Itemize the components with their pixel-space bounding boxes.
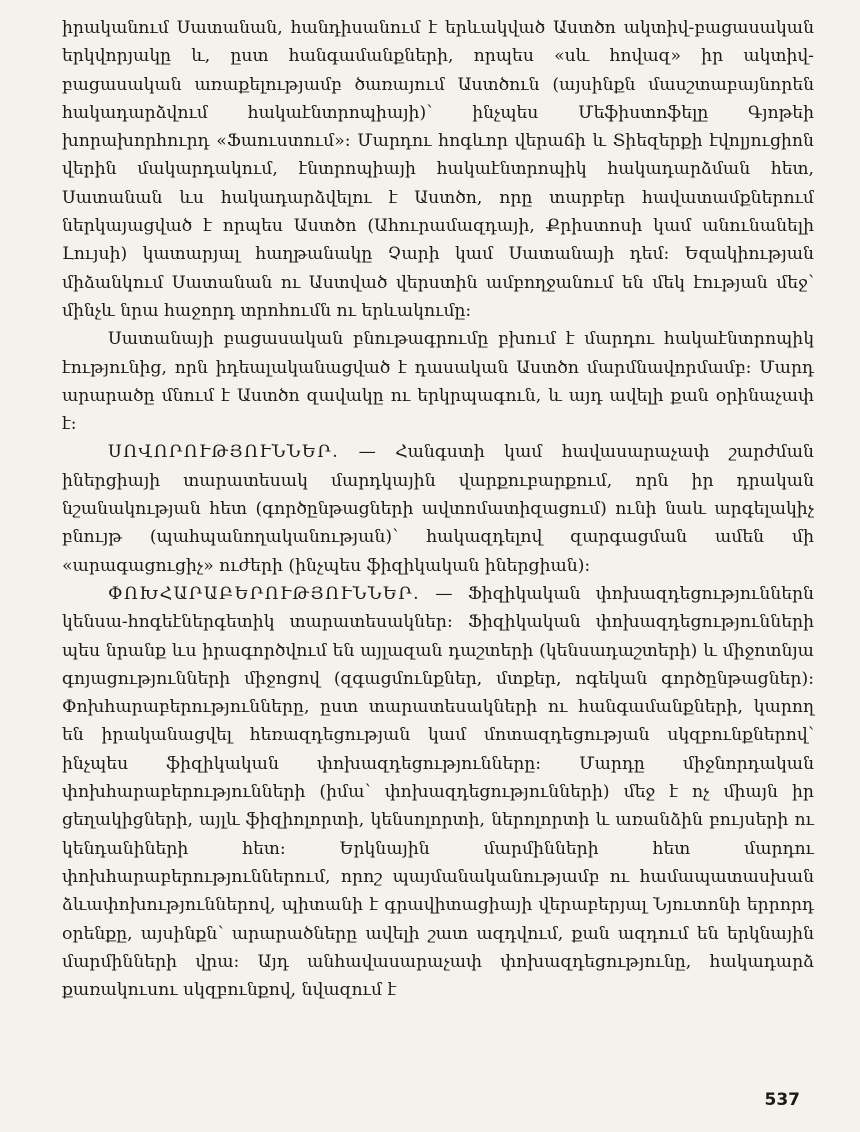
entry-definition: — Հանգստի կամ հավասարաչափ շարժման իներցիայի տարատեսակ մարդկային վարքուբարքում, որն իր դրական նշանակության հետ (գործընթացների ավտոմատիզացում) ունի նաև արգելակիչ բնույթ (պահպանողականության)՝ հակազդելով զարգացման ամեն մի «արագացուցիչ» ուժերի (ինչպես ֆիզիկական իներցիան):	[62, 442, 814, 576]
paragraph-1: իրականում Սատանան, հանդիսանում է երևակված Աստծո ակտիվ-բացասական երկվորյակը և, ըստ հանգամանքների, որպես «սև հովազ» իր ակտիվ-բացասական առաքելությամբ ծառայում Աստծուն (այսինքն մասշտաբայնորեն հակադարձվում հակաէնտրոպիայի)՝ ինչպես Մեֆիստոֆելը Գյոթեի խորախորհուրդ «Ֆաուստում»: Մարդու հոգևոր վերաճի և Տիեզերքի էվոլյուցիոն վերին մակարդակում, էնտրոպիայի հակաէնտրոպիկ հակադարձման հետ, Սատանան ևս հակադարձվելու է Աստծո, որը տարբեր հավատամքներում ներկայացված է որպես Աստծո (Ահուրամազդայի, Քրիստոսի կամ անունանելի Լույսի) կատարյալ հաղթանակը Չարի կամ Սատանայի դեմ: Եզակիության միձանկում Սատանան ու Աստված վերստին ամբողջանում են մեկ էության մեջ՝ մինչև նրա հաջորդ տրոհումն ու երևակումը:	[62, 18, 814, 321]
paragraph-2: Սատանայի բացասական բնութագրումը բխում է մարդու հակաէնտրոպիկ էությունից, որն իդեալականացված է դասական Աստծո մարմնավորմամբ: Մարդ արարածը մնում է Աստծո զավակը ու երկրպագուն, և այդ ավելի քան օրինաչափ է:	[62, 329, 814, 435]
entry-term: ՓՈԽՀԱՐԱԲԵՐՈՒԹՅՈՒՆՆԵՐ.	[108, 583, 421, 604]
entry-sovorutyunner	[62, 438, 814, 579]
entry-definition: — Ֆիզիկական փոխազդեցություններն կենսա-հոգեէներգետիկ տարատեսակներ: Ֆիզիկական փոխազդեցությունների պես նրանք ևս իրագործվում են այլազան դաշտերի (կենսադաշտերի) և միջոտնյա գոյացությունների միջոցով (զգացմունքներ, մտքեր, ոգեկան գործընթացներ): Փոխհարաբերությունները, ըստ տարատեսակների ու հանգամանքների, կարող են իրականացվել հեռազդեցության կամ մոտազդեցության սկզբունքներով՝ ինչպես ֆիզիկական փոխազդեցությունները: Մարդը միջնորդական փոխհարաբերությունների (իմա՝ փոխազդեցությունների) մեջ է ոչ միայն իր ցեղակիցների, այլև ֆիզիոլորտի, կենսոլորտի, ներոլորտի և առանձին բույսերի ու կենդանիների հետ: Երկնային մարմինների հետ մարդու փոխհարաբերություններում, որոշ պայմանականությամբ ու համապատասխան ձևափոխություններով, պիտանի է գրավիտացիայի վերաբերյալ Նյուտոնի երրորդ օրենքը, այսինքն՝ արարածները ավելի շատ ազդվում, քան ազդում են երկնային մարմինների վրա: Այդ անհավասարաչափ փոխազդեցությունը, հակադարձ քառակուսու սկզբունքով, նվազում է	[62, 583, 814, 1001]
document-page	[62, 14, 814, 1004]
entry-term: ՍՈՎՈՐՈՒԹՅՈՒՆՆԵՐ.	[108, 442, 340, 463]
entry-pokharaberutyunner	[62, 580, 814, 1004]
page-number: 537	[764, 1090, 800, 1110]
